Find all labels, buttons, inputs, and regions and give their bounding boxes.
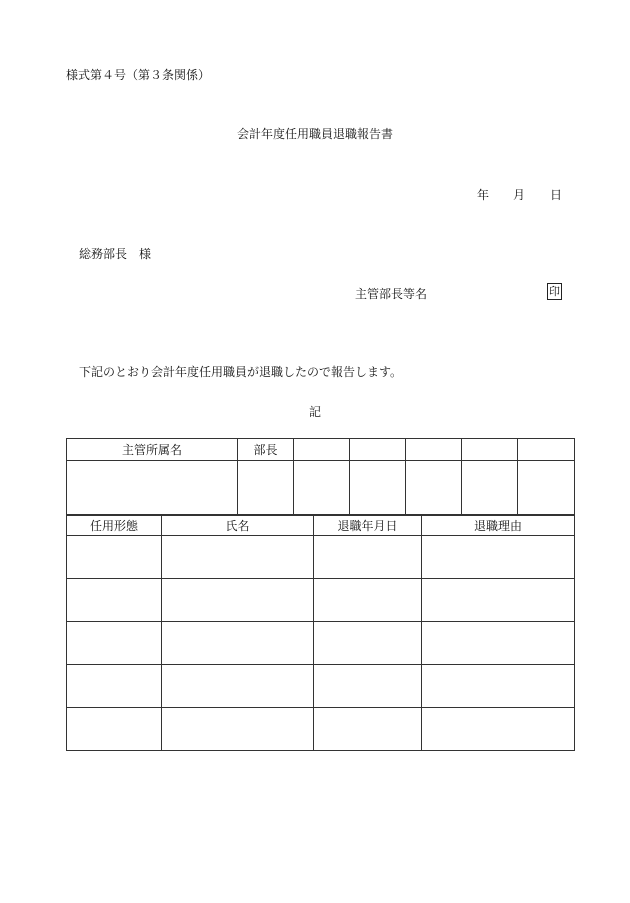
retirement-reason-cell[interactable] <box>422 622 575 665</box>
retirement-date-cell[interactable] <box>314 579 422 622</box>
name-cell[interactable] <box>162 536 314 579</box>
affiliation-value-cell[interactable] <box>67 461 238 515</box>
table-row <box>67 536 575 579</box>
retirement-date-cell[interactable] <box>314 708 422 751</box>
retirement-date-cell[interactable] <box>314 622 422 665</box>
stamp-cell[interactable] <box>294 461 350 515</box>
employment-type-header: 任用形態 <box>67 516 162 536</box>
body-text: 下記のとおり会計年度任用職員が退職したので報告します。 <box>79 365 403 379</box>
director-stamp-cell[interactable] <box>238 461 294 515</box>
stamp-cell[interactable] <box>462 461 518 515</box>
stamp-cell[interactable] <box>518 461 575 515</box>
document-title: 会計年度任用職員退職報告書 <box>236 127 393 141</box>
employment-type-cell[interactable] <box>67 708 162 751</box>
employment-type-cell[interactable] <box>67 665 162 708</box>
ki-heading: 記 <box>308 405 321 419</box>
name-header: 氏名 <box>162 516 314 536</box>
header-cell <box>462 439 518 461</box>
header-cell <box>350 439 406 461</box>
name-cell[interactable] <box>162 579 314 622</box>
table-row <box>67 708 575 751</box>
retirement-reason-header: 退職理由 <box>422 516 575 536</box>
staff-table <box>66 515 575 751</box>
recipient-honorific: 様 <box>139 247 152 261</box>
header-cell <box>294 439 350 461</box>
recipient-name: 総務部長 <box>79 247 128 261</box>
employment-type-cell[interactable] <box>67 536 162 579</box>
department-header-row <box>67 439 575 461</box>
retirement-reason-cell[interactable] <box>422 708 575 751</box>
department-table <box>66 438 575 515</box>
name-cell[interactable] <box>162 622 314 665</box>
header-cell <box>406 439 462 461</box>
name-cell[interactable] <box>162 708 314 751</box>
retirement-reason-cell[interactable] <box>422 536 575 579</box>
form-number: 様式第４号（第３条関係） <box>66 68 211 82</box>
date-month-label: 月 <box>513 188 526 202</box>
stamp-cell[interactable] <box>350 461 406 515</box>
seal-mark: 印 <box>549 285 560 298</box>
stamp-cell[interactable] <box>406 461 462 515</box>
sender-label: 主管部長等名 <box>355 287 428 301</box>
employment-type-cell[interactable] <box>67 622 162 665</box>
retirement-date-cell[interactable] <box>314 536 422 579</box>
retirement-date-cell[interactable] <box>314 665 422 708</box>
date-day-label: 日 <box>550 188 563 202</box>
header-cell <box>518 439 575 461</box>
date-year-label: 年 <box>477 188 490 202</box>
affiliation-header: 主管所属名 <box>67 439 238 461</box>
name-cell[interactable] <box>162 665 314 708</box>
table-row <box>67 665 575 708</box>
retirement-reason-cell[interactable] <box>422 665 575 708</box>
retirement-date-header: 退職年月日 <box>314 516 422 536</box>
table-row <box>67 579 575 622</box>
employment-type-cell[interactable] <box>67 579 162 622</box>
director-header: 部長 <box>238 439 294 461</box>
department-value-row <box>67 461 575 515</box>
table-row <box>67 622 575 665</box>
staff-header-row <box>67 516 575 536</box>
retirement-reason-cell[interactable] <box>422 579 575 622</box>
